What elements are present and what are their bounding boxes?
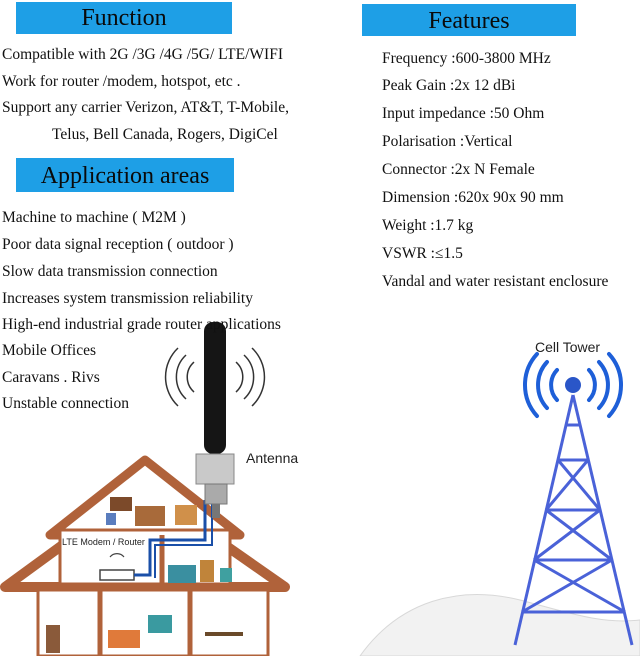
function-line: Support any carrier Verizon, AT&T, T-Mobile, xyxy=(2,99,289,116)
feature-line: Connector :2x N Female xyxy=(382,161,535,178)
feature-line: Input impedance :50 Ohm xyxy=(382,105,545,122)
antenna-label: Antenna xyxy=(246,450,299,466)
ground-hill xyxy=(360,595,640,656)
function-header: Function xyxy=(16,2,232,34)
feature-line: Peak Gain :2x 12 dBi xyxy=(382,77,516,94)
application-line: Slow data transmission connection xyxy=(2,263,218,280)
cell-tower-label: Cell Tower xyxy=(535,339,601,355)
application-line: Machine to machine ( M2M ) xyxy=(2,209,186,226)
features-header: Features xyxy=(362,4,576,36)
feature-line: Weight :1.7 kg xyxy=(382,217,474,234)
application-areas-header: Application areas xyxy=(16,158,234,192)
function-line: Work for router /modem, hotspot, etc . xyxy=(2,73,241,90)
application-line: Mobile Offices xyxy=(2,342,96,359)
application-line: Poor data signal reception ( outdoor ) xyxy=(2,236,234,253)
application-line: Increases system transmission reliability xyxy=(2,290,253,307)
feature-line: Polarisation :Vertical xyxy=(382,133,513,150)
application-line: High-end industrial grade router applications xyxy=(2,316,281,333)
antenna-icon xyxy=(196,322,234,518)
cell-tower-icon xyxy=(515,395,632,645)
house-icon xyxy=(5,460,285,656)
feature-line: Frequency :600-3800 MHz xyxy=(382,50,551,67)
router-icon xyxy=(100,570,134,580)
feature-line: VSWR :≤1.5 xyxy=(382,245,463,262)
function-line: Telus, Bell Canada, Rogers, DigiCel xyxy=(52,126,278,143)
application-line: Caravans . Rivs xyxy=(2,369,100,386)
function-line: Compatible with 2G /3G /4G /5G/ LTE/WIFI xyxy=(2,46,283,63)
application-line: Unstable connection xyxy=(2,395,129,412)
tower-top-icon xyxy=(565,377,581,393)
modem-label: LTE Modem / Router xyxy=(62,537,145,547)
feature-line: Vandal and water resistant enclosure xyxy=(382,273,609,290)
feature-line: Dimension :620x 90x 90 mm xyxy=(382,189,564,206)
